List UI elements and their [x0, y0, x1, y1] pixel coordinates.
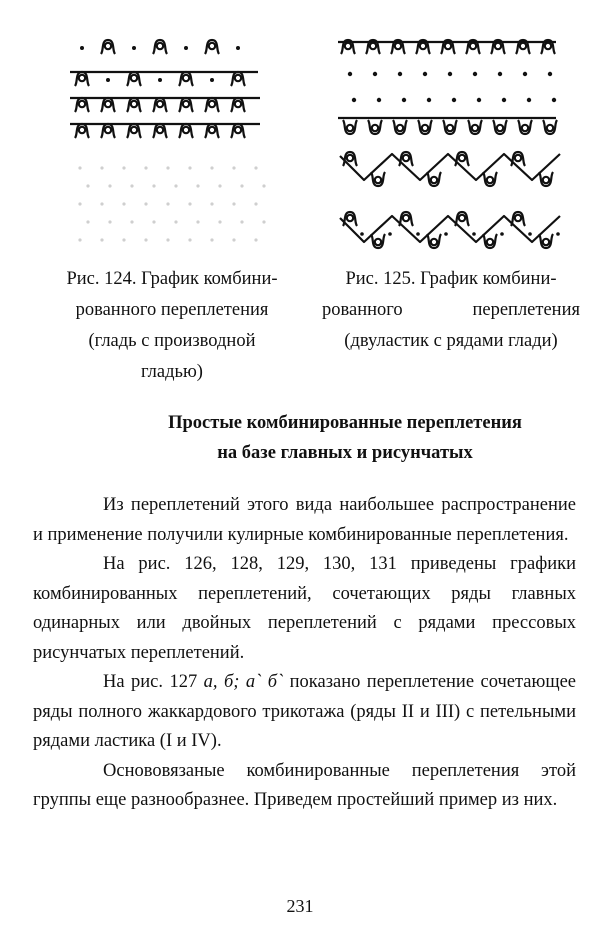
stitch-ring: [422, 125, 428, 131]
figure-124-knit-graph: [68, 28, 268, 250]
stitch-ring: [131, 75, 137, 81]
faint-dot: [122, 202, 125, 205]
stitch-ring: [183, 75, 189, 81]
stitch-ring: [347, 215, 353, 221]
stitch-ring: [545, 43, 551, 49]
needle-dot: [80, 46, 84, 50]
stitch-ring: [397, 125, 403, 131]
figure-125-caption: [322, 264, 580, 357]
stitch-ring: [157, 43, 163, 49]
needle-dot: [360, 232, 364, 236]
needle-dot: [402, 98, 406, 102]
needle-dot: [427, 98, 431, 102]
stitch-ring: [157, 127, 163, 133]
faint-dot: [174, 184, 177, 187]
faint-dot: [86, 184, 89, 187]
stitch-ring: [447, 125, 453, 131]
stitch-ring: [79, 75, 85, 81]
stitch-ring: [105, 101, 111, 107]
faint-dot: [86, 220, 89, 223]
needle-dot: [473, 72, 477, 76]
stitch-ring: [403, 215, 409, 221]
faint-dot: [152, 220, 155, 223]
stitch-ring: [345, 43, 351, 49]
paragraph-4: Основовязаные комбинированные переплетения этой группы еще разнообразнее. Приведем простейший пример из них.: [33, 760, 576, 810]
faint-dot: [144, 166, 147, 169]
section-heading-line-1: Простые комбинированные переплетения: [168, 413, 522, 433]
faint-dot: [78, 202, 81, 205]
stitch-ring: [209, 43, 215, 49]
needle-dot: [416, 232, 420, 236]
stitch-ring: [235, 127, 241, 133]
faint-dot: [240, 220, 243, 223]
faint-dot: [130, 220, 133, 223]
caption-line: (гладь с производной: [88, 331, 256, 351]
figure-124-svg: [68, 28, 268, 250]
faint-dot: [122, 238, 125, 241]
stitch-ring: [543, 239, 549, 245]
stitch-ring: [515, 155, 521, 161]
stitch-ring: [487, 239, 493, 245]
stitch-ring: [459, 155, 465, 161]
stitch-ring: [547, 125, 553, 131]
faint-dot: [144, 238, 147, 241]
stitch-ring: [370, 43, 376, 49]
faint-dot: [166, 238, 169, 241]
stitch-ring: [105, 127, 111, 133]
paragraph-3-end: показано переплетение сочетающее ряды полного жаккардового трикотажа (ряды II и III) с петельными рядами ластика (I и IV).: [33, 672, 576, 751]
stitch-ring: [347, 125, 353, 131]
faint-dot: [232, 166, 235, 169]
faint-dot: [108, 184, 111, 187]
needle-dot: [472, 232, 476, 236]
stitch-ring: [470, 43, 476, 49]
faint-dot: [100, 166, 103, 169]
caption-line: рованного переплетения: [322, 300, 580, 320]
section-heading-line-2: на базе главных и рисунчатых: [217, 443, 473, 463]
stitch-ring: [79, 101, 85, 107]
needle-dot: [523, 72, 527, 76]
needle-dot: [377, 98, 381, 102]
faint-dot: [240, 184, 243, 187]
faint-dot: [232, 202, 235, 205]
caption-line: рованного переплетения: [75, 300, 269, 320]
needle-dot: [527, 98, 531, 102]
stitch-ring: [520, 43, 526, 49]
stitch-ring: [209, 127, 215, 133]
stitch-ring: [487, 177, 493, 183]
page-number: 231: [286, 896, 314, 916]
faint-dot: [210, 166, 213, 169]
faint-dot: [196, 220, 199, 223]
stitch-ring: [183, 127, 189, 133]
needle-dot: [184, 46, 188, 50]
faint-dot: [188, 202, 191, 205]
stitch-ring: [472, 125, 478, 131]
faint-dot: [188, 166, 191, 169]
faint-dot: [166, 166, 169, 169]
faint-dot: [152, 184, 155, 187]
needle-dot: [502, 98, 506, 102]
needle-dot: [210, 78, 214, 82]
needle-dot: [498, 72, 502, 76]
needle-dot: [548, 72, 552, 76]
needle-dot: [352, 98, 356, 102]
needle-dot: [448, 72, 452, 76]
needle-dot: [500, 232, 504, 236]
stitch-ring: [495, 43, 501, 49]
faint-dot: [122, 166, 125, 169]
caption-line: Рис. 124. График комбини-: [66, 269, 278, 289]
stitch-ring: [183, 101, 189, 107]
faint-dot: [78, 166, 81, 169]
faint-dot: [210, 202, 213, 205]
faint-dot: [100, 238, 103, 241]
stitch-ring: [375, 177, 381, 183]
needle-dot: [452, 98, 456, 102]
stitch-ring: [372, 125, 378, 131]
stitch-ring: [459, 215, 465, 221]
needle-dot: [106, 78, 110, 82]
faint-dot: [254, 166, 257, 169]
faint-dot: [210, 238, 213, 241]
stitch-ring: [235, 101, 241, 107]
stitch-ring: [445, 43, 451, 49]
paragraph-3-italic: а, б; а` б`: [203, 672, 284, 692]
stitch-ring: [431, 239, 437, 245]
needle-dot: [398, 72, 402, 76]
stitch-ring: [543, 177, 549, 183]
stitch-ring: [375, 239, 381, 245]
caption-line: гладью): [141, 362, 203, 382]
faint-dot: [232, 238, 235, 241]
stitch-ring: [157, 101, 163, 107]
needle-dot: [236, 46, 240, 50]
faint-dot: [218, 184, 221, 187]
paragraph-3: [33, 668, 576, 757]
needle-dot: [423, 72, 427, 76]
needle-dot: [444, 232, 448, 236]
stitch-ring: [431, 177, 437, 183]
faint-dot: [218, 220, 221, 223]
needle-dot: [388, 232, 392, 236]
figure-125-svg: [334, 28, 566, 250]
figure-124-caption: [52, 264, 292, 388]
faint-dot: [188, 238, 191, 241]
stitch-ring: [235, 75, 241, 81]
needle-dot: [556, 232, 560, 236]
faint-dot: [108, 220, 111, 223]
stitch-ring: [131, 127, 137, 133]
caption-line: Рис. 125. График комбини-: [345, 269, 557, 289]
stitch-ring: [420, 43, 426, 49]
paragraph-3-start: На рис. 127: [103, 672, 204, 692]
caption-line: (двуластик с рядами глади): [344, 331, 558, 351]
section-heading: [0, 408, 600, 468]
figure-125-knit-graph: [334, 28, 566, 250]
body-text: [33, 491, 576, 816]
faint-dot: [254, 238, 257, 241]
needle-dot: [132, 46, 136, 50]
faint-dot: [196, 184, 199, 187]
faint-dot: [262, 184, 265, 187]
stitch-ring: [105, 43, 111, 49]
stitch-ring: [395, 43, 401, 49]
needle-dot: [552, 98, 556, 102]
faint-dot: [100, 202, 103, 205]
needle-dot: [477, 98, 481, 102]
needle-dot: [528, 232, 532, 236]
faint-dot: [78, 238, 81, 241]
faint-dot: [130, 184, 133, 187]
stitch-ring: [79, 127, 85, 133]
stitch-ring: [209, 101, 215, 107]
stitch-ring: [347, 155, 353, 161]
stitch-ring: [131, 101, 137, 107]
faint-dot: [174, 220, 177, 223]
faint-dot: [254, 202, 257, 205]
stitch-ring: [403, 155, 409, 161]
stitch-ring: [515, 215, 521, 221]
stitch-ring: [522, 125, 528, 131]
needle-dot: [348, 72, 352, 76]
faint-dot: [166, 202, 169, 205]
paragraph-1: Из переплетений этого вида наибольшее распространение и применение получили кулирные комбинированные переплетения.: [33, 495, 576, 545]
stitch-ring: [497, 125, 503, 131]
faint-dot: [262, 220, 265, 223]
paragraph-2: На рис. 126, 128, 129, 130, 131 приведены графики комбинированных переплетений, сочетающих ряды главных одинарных или двойных переплетений с рядами прессовых рисунчатых переплетений.: [33, 554, 576, 663]
faint-dot: [144, 202, 147, 205]
needle-dot: [373, 72, 377, 76]
needle-dot: [158, 78, 162, 82]
